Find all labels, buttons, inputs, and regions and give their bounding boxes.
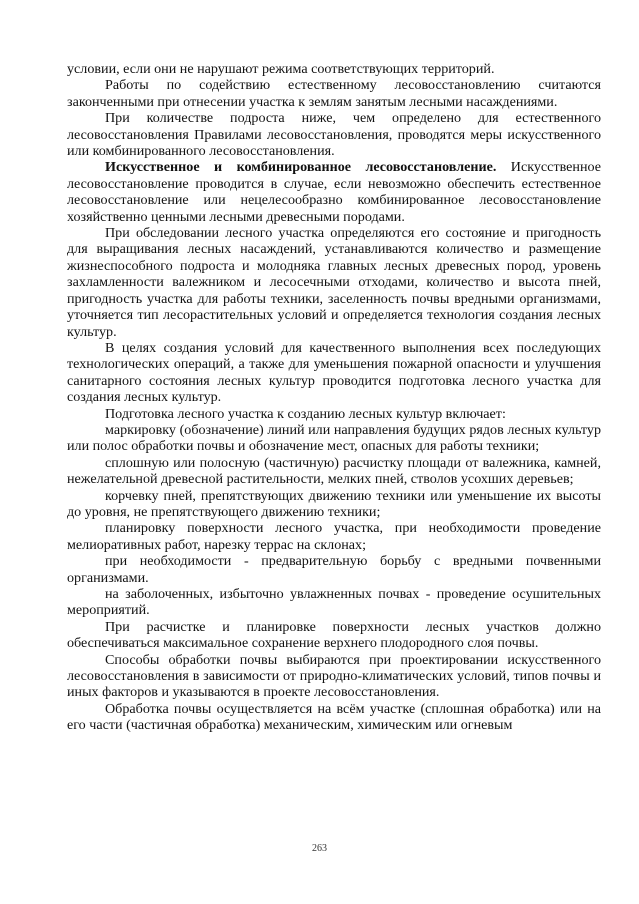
list-item-2: сплошную или полосную (частичную) расчистку площади от валежника, камней, нежелательной древесной растительности, мелких пней, стволов усохших деревьев; <box>67 454 601 488</box>
bold-heading: Искусственное и комбинированное лесовосстановление. <box>105 159 497 176</box>
list-item-4: планировку поверхности лесного участка, при необходимости проведение мелиоративных работ, нарезку террас на склонах; <box>67 520 601 553</box>
list-item-5: при необходимости - предварительную борьбу с вредными почвенными организмами. <box>67 553 601 586</box>
page-number: 263 <box>312 843 327 854</box>
paragraph-9: Способы обработки почвы выбираются при проектировании искусственного лесовосстановления в зависимости от природно-климатических условий, типов почвы и иных факторов и указываются в проекте лесовосстановления. <box>67 651 601 701</box>
paragraph-6: В целях создания условий для качественного выполнения всех последующих технологических операций, а также для уменьшения пожарной опасности и улучшения санитарного состояния лесных культур проводится подготовка лесного участка для создания лесных культур. <box>67 339 601 406</box>
paragraph-7: Подготовка лесного участка к созданию лесных культур включает: <box>105 405 506 422</box>
list-item-1: маркировку (обозначение) линий или направления будущих рядов лесных культур или полос обработки почвы и обозначение мест, опасных для работы техники; <box>67 421 601 455</box>
paragraph-5: При обследовании лесного участка определяются его состояние и пригодность для выращивания лесных насаждений, устанавливаются количество и размещение жизнеспособного подроста и молодняка главных лесных древесных пород, уровень захламленности валежником и лесосечными отходами, количество и высота пней, пригодность участка для работы техники, заселенность почвы вредными организмами, уточняется тип лесорастительных условий и определяется технология создания лесных культур. <box>67 225 601 340</box>
paragraph-3: При количестве подроста ниже, чем определено для естественного лесовосстановления Правилами лесовосстановления, проводятся меры искусственного или комбинированного лесовосстановления. <box>67 110 601 160</box>
paragraph-4: Искусственное и комбинированное лесовосстановление. Искусственное лесовосстановление проводится в случае, если невозможно обеспечить естественное лесовосстановление или нецелесообразно комбинированное лесовосстановление хозяйственно ценными лесными древесными породами. <box>67 159 601 225</box>
paragraph-8: При расчистке и планировке поверхности лесных участков должно обеспечиваться максимальное сохранение верхнего плодородного слоя почвы. <box>67 618 601 652</box>
paragraph-2: Работы по содействию естественному лесовосстановлению считаются законченными при отнесении участка к землям занятым лесными насаждениями. <box>67 77 601 110</box>
paragraph-1: условии, если они не нарушают режима соответствующих территорий. <box>67 61 495 77</box>
paragraph-10: Обработка почвы осуществляется на всём участке (сплошная обработка) или на его части (частичная обработка) механическим, химическим или огневым <box>67 700 601 734</box>
list-item-6: на заболоченных, избыточно увлажненных почвах - проведение осушительных мероприятий. <box>67 586 601 619</box>
list-item-3: корчевку пней, препятствующих движению техники или уменьшение их высоты до уровня, не препятствующего движению техники; <box>67 487 601 520</box>
